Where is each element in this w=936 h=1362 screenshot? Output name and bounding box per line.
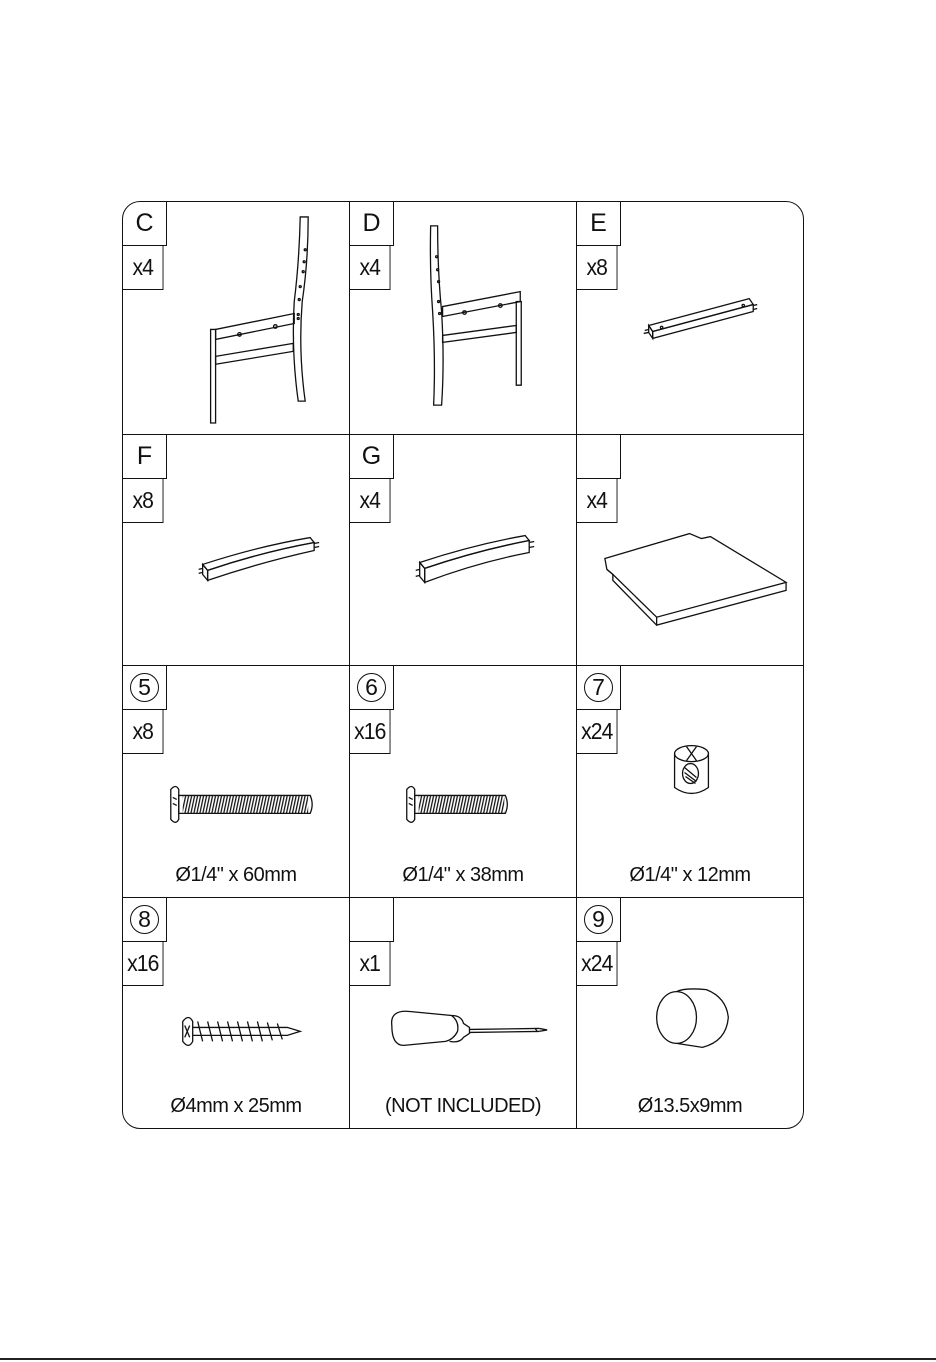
part-quantity: x4 bbox=[123, 246, 163, 290]
floor-glide-icon bbox=[577, 898, 803, 1128]
part-quantity: x8 bbox=[123, 479, 163, 523]
part-quantity: x24 bbox=[577, 710, 617, 754]
bolt-icon bbox=[123, 666, 349, 897]
part-number-circle: 5 bbox=[130, 673, 159, 702]
part-cell-6 bbox=[350, 666, 577, 898]
part-spec: Ø1/4" x 12mm bbox=[629, 864, 751, 886]
curved-rail-icon bbox=[123, 435, 349, 665]
part-quantity: x4 bbox=[577, 479, 617, 523]
part-cell-seat bbox=[577, 435, 803, 666]
part-quantity: x24 bbox=[577, 942, 617, 986]
part-cell-f bbox=[123, 435, 350, 666]
part-spec: Ø1/4" x 38mm bbox=[402, 864, 524, 886]
part-label: C bbox=[123, 202, 167, 246]
part-number-circle: 9 bbox=[584, 905, 613, 934]
parts-list-sheet bbox=[122, 201, 804, 1129]
part-label: E bbox=[577, 202, 621, 246]
part-cell-8 bbox=[123, 898, 350, 1128]
part-cell-5 bbox=[123, 666, 350, 898]
part-cell-screwdriver bbox=[350, 898, 577, 1128]
curved-rail-icon bbox=[350, 435, 576, 665]
part-quantity: x16 bbox=[123, 942, 163, 986]
part-number-circle: 7 bbox=[584, 673, 613, 702]
barrel-nut-icon bbox=[577, 666, 803, 897]
page-bottom-rule bbox=[0, 1358, 936, 1360]
part-spec: (NOT INCLUDED) bbox=[385, 1095, 541, 1117]
rail-icon bbox=[577, 202, 803, 434]
part-quantity: x8 bbox=[123, 710, 163, 754]
part-number-circle: 6 bbox=[357, 673, 386, 702]
seat-panel-icon bbox=[577, 435, 803, 665]
part-spec: Ø13.5x9mm bbox=[637, 1095, 743, 1117]
part-label: D bbox=[350, 202, 394, 246]
part-number-circle: 8 bbox=[130, 905, 159, 934]
part-quantity: x4 bbox=[350, 246, 390, 290]
wood-screw-icon bbox=[123, 898, 349, 1128]
part-cell-e bbox=[577, 202, 803, 435]
part-cell-d bbox=[350, 202, 577, 435]
part-cell-g bbox=[350, 435, 577, 666]
part-cell-7 bbox=[577, 666, 803, 898]
chair-back-frame-icon bbox=[123, 202, 349, 434]
part-cell-9 bbox=[577, 898, 803, 1128]
part-quantity: x16 bbox=[350, 710, 390, 754]
screwdriver-icon bbox=[350, 898, 576, 1128]
part-label: G bbox=[350, 435, 394, 479]
part-label: F bbox=[123, 435, 167, 479]
chair-back-frame-icon bbox=[350, 202, 576, 434]
bolt-icon bbox=[350, 666, 576, 897]
part-spec: Ø1/4" x 60mm bbox=[175, 864, 297, 886]
part-spec: Ø4mm x 25mm bbox=[170, 1095, 302, 1117]
part-cell-c bbox=[123, 202, 350, 435]
part-quantity: x8 bbox=[577, 246, 617, 290]
part-quantity: x4 bbox=[350, 479, 390, 523]
part-quantity: x1 bbox=[350, 942, 390, 986]
